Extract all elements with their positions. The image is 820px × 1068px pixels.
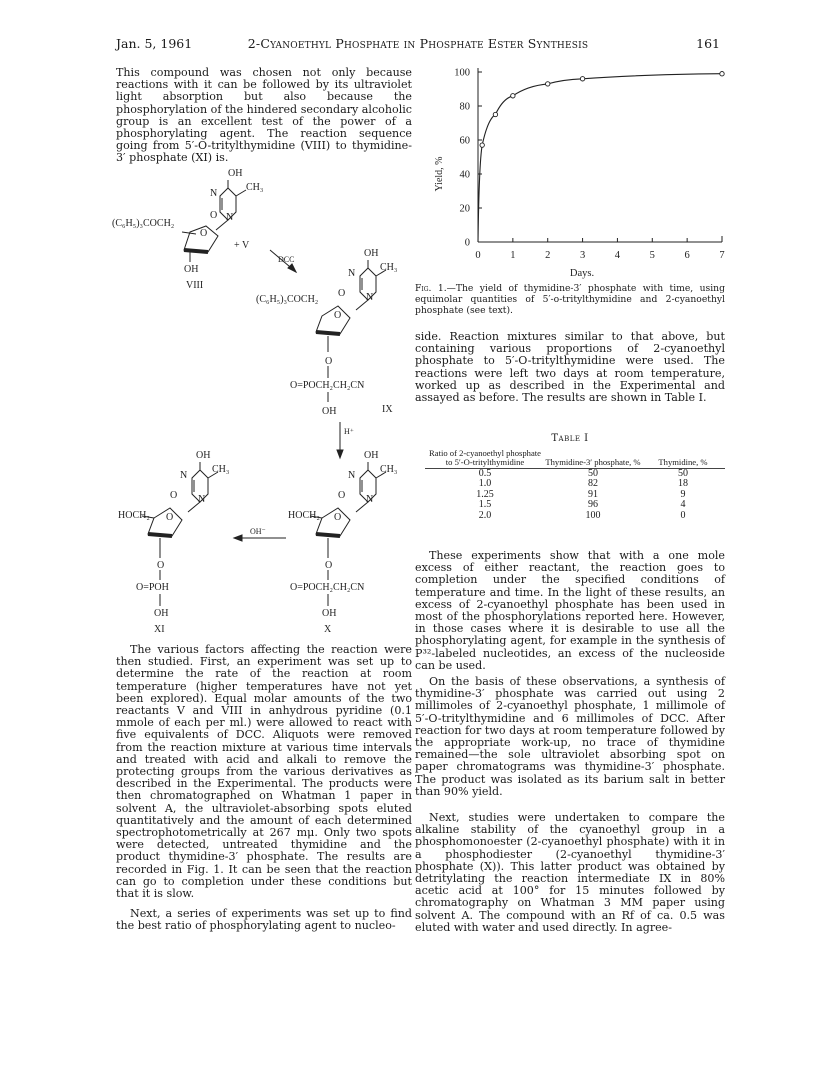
yield-chart <box>430 62 734 282</box>
viii-oh: OH <box>228 168 243 179</box>
caption-text: —The yield of thymidine-3′ phosphate with time, using equimolar quantities of 5′-o-tritylthymidine and 2-cyanoethyl phosphate (see text). <box>415 283 725 316</box>
next-paragraph: Next, studies were undertaken to compare the alkaline stability of the cyanoethyl group in a phosphomonoester (2-cyanoethyl phosphate) with it in a phosphodiester (2-cyanoethyl thymidine-3′ phosphate (X)). This latter product was obtained by detritylating the reaction intermediate IX in 80% acetic acid at 100° for 15 minutes followed by chromatography on Whatman 3 MM paper using solvent A. The compound with an Rf of ca. 0.5 was eluted with water and used directly. In agree- <box>415 811 725 934</box>
y-tick-label: 80 <box>459 101 470 113</box>
table-row <box>425 479 725 489</box>
x-tick-label: 6 <box>684 250 690 261</box>
ix-n: N <box>348 268 356 279</box>
viii-n2: N <box>226 212 234 223</box>
xi-ring-o: O <box>166 512 174 523</box>
ix-n2: N <box>366 292 374 303</box>
table-cell: 50 <box>678 468 688 479</box>
x-p-oh: OH <box>322 608 337 619</box>
x-phosphate: O=POCH₂CH₂CN <box>290 582 365 593</box>
y-axis-label: Yield, % <box>434 156 445 192</box>
table-cell: 96 <box>588 499 598 511</box>
table-row <box>425 500 725 510</box>
ix-phosphate: O=POCH₂CH₂CN <box>290 380 365 391</box>
table-row <box>425 490 725 500</box>
y-tick-label: 100 <box>454 67 470 79</box>
table-header-thymidine: Thymidine, % <box>641 449 725 469</box>
xi-o3: O <box>157 560 165 571</box>
y-tick-label: 40 <box>459 169 470 181</box>
x-ch3: CH₃ <box>380 464 398 475</box>
table-row <box>425 511 725 521</box>
label-x: X <box>324 624 332 635</box>
table-cell: 0 <box>680 509 686 521</box>
experiments-paragraph: These experiments show that with a one mole excess of either reactant, the reaction goes to completion under the specified conditions of temperature and time. In the light of these results, an excess of 2-cyanoethyl phosphate has been used in most of the phosphorylations reported here. However, in those cases where it is desirable to use all the phosphorylating agent, for example in the synthesis of P³²-labeled nucleotides, an excess of the nucleoside can be used. <box>415 549 725 672</box>
ix-p-oh: OH <box>322 406 337 417</box>
reaction-scheme <box>112 166 432 636</box>
table-cell: 0.5 <box>478 468 492 479</box>
table-title: Table I <box>551 433 589 444</box>
running-header <box>116 36 720 52</box>
table-cell: 91 <box>588 488 598 500</box>
y-tick-label: 0 <box>464 237 470 249</box>
ix-trityl: (C₆H₅)₃COCH₂ <box>256 294 319 305</box>
xi-ch3: CH₃ <box>212 464 230 475</box>
xi-n: N <box>180 470 188 481</box>
plus-v: + V <box>234 240 250 251</box>
page-number: 161 <box>696 36 720 51</box>
table-cell: 9 <box>680 488 686 500</box>
xi-oh: OH <box>196 450 211 461</box>
table-cell: 50 <box>588 468 598 479</box>
yield-curve <box>478 74 722 242</box>
data-point <box>480 143 484 147</box>
caption-lead: Fig. 1. <box>415 283 447 294</box>
x-n2: N <box>366 494 374 505</box>
viii-ring-o: O <box>200 228 208 239</box>
factors-paragraph: The various factors affecting the reaction were then studied. First, an experiment was set up to determine the rate of the reaction at room temperature (higher temperatures have not yet been explored). Equal molar amounts of the two reactants V and VIII in anhydrous pyridine (0.1 mmole of each per ml.) were allowed to react with five equivalents of DCC. Aliquots were removed from the reaction mixture at various time intervals and treated with acid and alkali to remove the protecting groups from the various derivatives as described in the Experimental. The products were then chromatographed on Whatman 1 paper in solvent A, the ultraviolet-absorbing spots eluted quantitatively and the amount of each determined spectrophotometrically at 267 mμ. Only two spots were detected, untreated thymidine and the product thymidine-3′ phosphate. The results are recorded in Fig. 1. It can be seen that the reaction can go to completion under these conditions but that it is slow. <box>116 643 412 901</box>
table-cell: 100 <box>585 509 601 521</box>
table-cell: 4 <box>680 499 686 511</box>
table-header-phosphate: Thymidine-3′ phosphate, % <box>545 449 641 469</box>
ix-o3: O <box>325 356 333 367</box>
x-tick-label: 3 <box>579 250 586 261</box>
y-tick-label: 60 <box>459 135 470 147</box>
header-date: Jan. 5, 1961 <box>116 36 193 51</box>
table-cell: 82 <box>588 478 598 490</box>
x-tick-label: 4 <box>614 250 621 261</box>
dcc-label: DCC <box>278 255 295 264</box>
ix-ring-o: O <box>334 310 342 321</box>
table-cell: 1.25 <box>476 488 494 500</box>
label-ix: IX <box>382 404 393 415</box>
x-tick-label: 2 <box>545 250 551 261</box>
side-paragraph: side. Reaction mixtures similar to that above, but containing various proportions of 2-cyanoethyl phosphate to 5′-O-tritylthymidine were used. The reactions were left two days at room temperature, worked up as described in the Experimental and assayed as before. The results are shown in Table I. <box>415 330 725 405</box>
figure-caption <box>415 283 725 316</box>
data-point <box>493 112 497 116</box>
data-point <box>546 82 550 86</box>
xi-o: O <box>170 490 178 501</box>
ix-ch3: CH₃ <box>380 262 398 273</box>
x-tick-label: 0 <box>475 250 481 261</box>
viii-3oh: OH <box>184 264 199 275</box>
viii-trityl: (C₆H₅)₃COCH₂ <box>112 218 175 229</box>
table-cell: 18 <box>678 478 688 490</box>
ix-oh: OH <box>364 248 379 259</box>
x-axis-label: Days. <box>569 268 595 279</box>
xi-n2: N <box>198 494 206 505</box>
x-tick-label: 1 <box>510 250 516 261</box>
h-plus: H⁺ <box>344 427 354 436</box>
viii-o: O <box>210 210 218 221</box>
data-point <box>720 72 724 76</box>
results-table <box>425 449 725 521</box>
ix-o: O <box>338 288 346 299</box>
viii-ch3: CH₃ <box>246 182 264 193</box>
intro-paragraph: This compound was chosen not only because reactions with it can be followed by its ultraviolet light absorption but also because the phosphorylation of the hindered secondary alcoholic group is an excellent test of the power of a phosphorylating agent. The reaction sequence going from 5′-O-tritylthymidine (VIII) to thymidine-3′ phosphate (XI) is. <box>116 66 412 165</box>
oh-minus: OH⁻ <box>250 527 266 536</box>
header-title: 2-Cyanoethyl Phosphate in Phosphate Ester Synthesis <box>247 36 589 51</box>
x-hoch2: HOCH₂ <box>288 510 320 521</box>
basis-paragraph: On the basis of these observations, a synthesis of thymidine-3′ phosphate was carried out using 2 millimoles of 2-cyanoethyl phosphate, 1 millimole of 5′-O-tritylthymidine and 6 millimoles of DCC. After reaction for two days at room temperature followed by the appropriate work-up, no trace of thymidine remained—the sole ultraviolet absorbing spot on paper chromatograms was thymidine-3′ phosphate. The product was isolated as its barium salt in better than 90% yield. <box>415 675 725 798</box>
data-point <box>580 77 584 81</box>
xi-p-oh: OH <box>154 608 169 619</box>
x-o3: O <box>325 560 333 571</box>
x-tick-label: 7 <box>719 250 725 261</box>
data-point <box>511 94 515 98</box>
table-cell: 1.5 <box>478 499 492 511</box>
x-oh: OH <box>364 450 379 461</box>
table-cell: 1.0 <box>478 478 492 490</box>
xi-phosphate: O=POH <box>136 582 169 593</box>
x-ring-o: O <box>334 512 342 523</box>
y-tick-label: 20 <box>459 203 470 215</box>
series-paragraph: Next, a series of experiments was set up to find the best ratio of phosphorylating agent to nucleo- <box>116 907 412 933</box>
xi-hoch2: HOCH₂ <box>118 510 150 521</box>
x-o: O <box>338 490 346 501</box>
table-cell: 2.0 <box>478 509 492 521</box>
x-tick-label: 5 <box>649 250 655 261</box>
label-xi: XI <box>154 624 165 635</box>
table-header-ratio: Ratio of 2-cyanoethyl phosphate to 5′-O-tritylthymidine <box>425 449 545 469</box>
viii-n: N <box>210 188 218 199</box>
label-viii: VIII <box>186 280 204 291</box>
x-n: N <box>348 470 356 481</box>
